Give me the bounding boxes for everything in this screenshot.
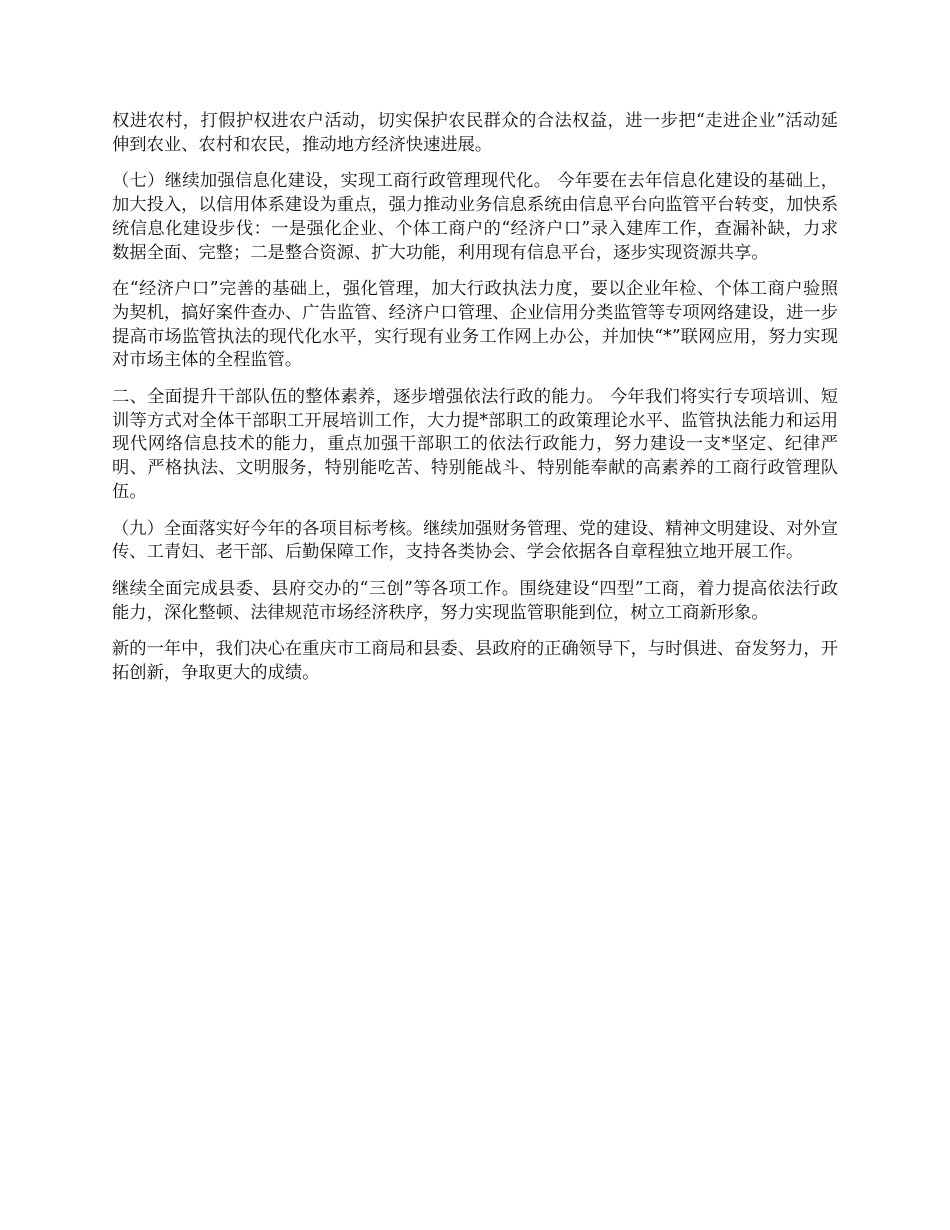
paragraph-economic-account: 在“经济户口”完善的基础上，强化管理，加大行政执法力度，要以企业年检、个体工商户验照为契机，搞好案件查办、广告监管、经济户口管理、企业信用分类监管等专项网络建设，进一步提高市场监管执法的现代化水平，实行现有业务工作网上办公，并加快“*”联网应用，努力实现对市场主体的全程监管。 — [112, 279, 838, 371]
paragraph-rural-rights: 权进农村，打假护权进农户活动，切实保护农民群众的合法权益，进一步把“走进企业”活动延伸到农业、农村和农民，推动地方经济快速进展。 — [112, 111, 838, 155]
paragraph-target-assessment: （九）全面落实好今年的各项目标考核。继续加强财务管理、党的建设、精神文明建设、对外宣传、工青妇、老干部、后勤保障工作，支持各类协会、学会依据各自章程独立地开展工作。 — [112, 518, 838, 563]
paragraph-cadre-quality: 二、全面提升干部队伍的整体素养，逐步增强依法行政的能力。 今年我们将实行专项培训、短训等方式对全体干部职工开展培训工作，大力提*部职工的政策理论水平、监管执法能力和运用现代网络信息技术的能力，重点加强干部职工的依法行政能力，努力建设一支*坚定、纪律严明、严格执法、文明服务，特别能吃苦、特别能战斗、特别能奉献的高素养的工商行政管理队伍。 — [112, 387, 838, 502]
paragraph-informatization: （七）继续加强信息化建设，实现工商行政管理现代化。 今年要在去年信息化建设的基础上，加大投入，以信用体系建设为重点，强力推动业务信息系统由信息平台向监管平台转变，加快系统信息化建设步伐：一是强化企业、个体工商户的“经济户口”录入建库工作，查漏补缺，力求数据全面、完整；二是整合资源、扩大功能，利用现有信息平台，逐步实现资源共享。 — [112, 171, 838, 263]
paragraph-county-tasks: 继续全面完成县委、县府交办的“三创”等各项工作。围绕建设“四型”工商，着力提高依法行政能力，深化整顿、法律规范市场经济秩序，努力实现监管职能到位，树立工商新形象。 — [112, 578, 838, 623]
document-body — [112, 110, 838, 699]
paragraph-conclusion: 新的一年中，我们决心在重庆市工商局和县委、县政府的正确领导下，与时俱进、奋发努力，开拓创新，争取更大的成绩。 — [112, 639, 838, 684]
